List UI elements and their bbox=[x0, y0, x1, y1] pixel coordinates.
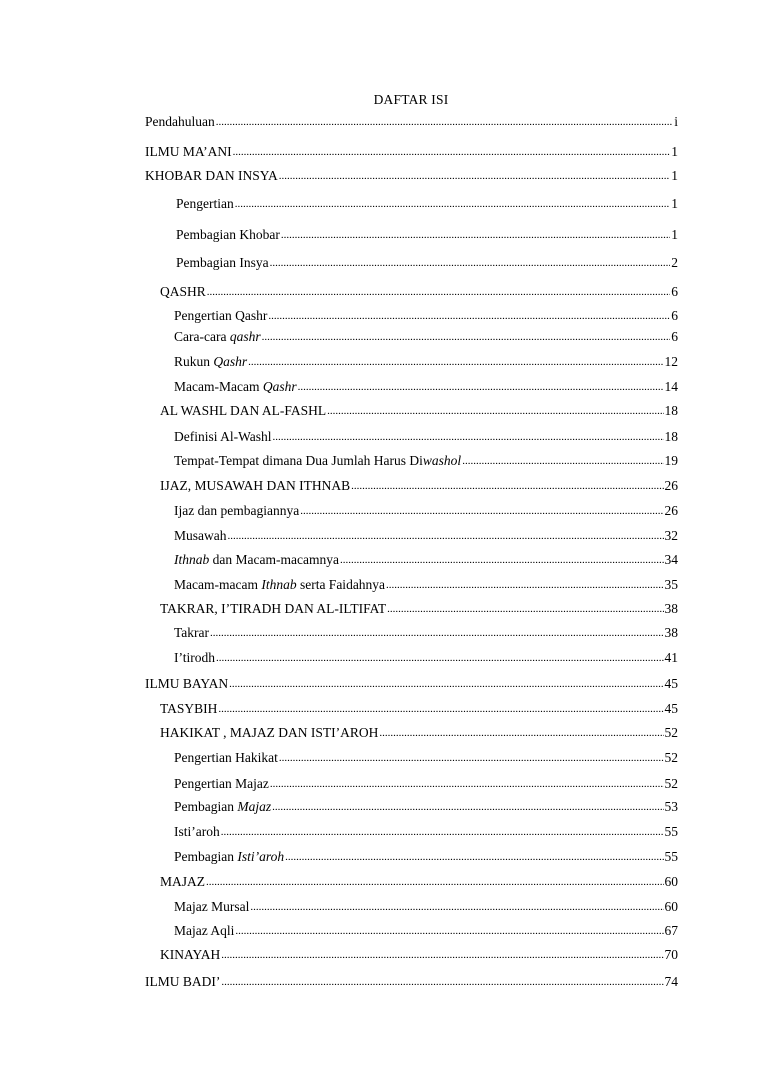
toc-entry-label-part: Pengertian bbox=[176, 196, 234, 211]
toc-entry-page: 2 bbox=[671, 255, 678, 270]
toc-entry-label bbox=[160, 600, 386, 618]
toc-entry-page: 60 bbox=[664, 899, 678, 914]
toc-entry-label bbox=[160, 873, 205, 891]
toc-entry-label bbox=[160, 283, 206, 301]
toc-dot-leader bbox=[281, 226, 670, 244]
toc-entry bbox=[176, 195, 678, 213]
toc-entry-label bbox=[174, 848, 284, 866]
toc-entry-page: 53 bbox=[664, 799, 678, 814]
toc-entry bbox=[174, 328, 678, 346]
toc-entry bbox=[160, 402, 678, 420]
toc-entry-label bbox=[174, 775, 269, 793]
toc-entry-label bbox=[174, 527, 227, 545]
toc-entry-page: i bbox=[674, 114, 678, 129]
toc-entry-label-part: Cara-cara bbox=[174, 329, 230, 344]
toc-entry bbox=[174, 502, 678, 520]
toc-dot-leader bbox=[216, 113, 673, 131]
toc-entry-page: 67 bbox=[664, 923, 678, 938]
toc-entry-page: 32 bbox=[664, 528, 678, 543]
toc-entry-page: 38 bbox=[664, 601, 678, 616]
toc-entry bbox=[176, 226, 678, 244]
toc-entry-label-part: Pembagian Insya bbox=[176, 255, 269, 270]
toc-entry bbox=[174, 798, 678, 816]
toc-entry-label-part: Pengertian Qashr bbox=[174, 308, 268, 323]
toc-dot-leader bbox=[279, 167, 670, 185]
toc-entry bbox=[145, 973, 678, 991]
toc-dot-leader bbox=[379, 724, 663, 742]
toc-entry-label-part: Qashr bbox=[213, 354, 248, 369]
toc-entry-page: 14 bbox=[664, 379, 678, 394]
toc-dot-leader bbox=[268, 307, 670, 325]
toc-entry-label bbox=[174, 823, 220, 841]
toc-entry bbox=[145, 675, 678, 693]
toc-entry-label bbox=[174, 749, 278, 767]
toc-entry-page: 1 bbox=[671, 144, 678, 159]
toc-entry-label bbox=[174, 353, 247, 371]
toc-entry-page: 1 bbox=[671, 196, 678, 211]
toc-entry-label bbox=[174, 428, 272, 446]
toc-entry-label bbox=[174, 452, 461, 470]
toc-dot-leader bbox=[351, 477, 663, 495]
toc-entry bbox=[174, 848, 678, 866]
toc-entry bbox=[174, 378, 678, 396]
toc-dot-leader bbox=[340, 551, 664, 569]
toc-entry bbox=[174, 624, 678, 642]
toc-entry-label bbox=[145, 113, 215, 131]
toc-entry-label-part: serta Faidahnya bbox=[296, 577, 386, 592]
toc-entry-label bbox=[145, 143, 232, 161]
toc-entry-page: 6 bbox=[671, 284, 678, 299]
toc-entry-page: 41 bbox=[664, 650, 678, 665]
toc-entry bbox=[145, 167, 678, 185]
toc-entry bbox=[174, 428, 678, 446]
toc-entry-label-part: TAKRAR, I’TIRADH DAN AL-ILTIFAT bbox=[160, 601, 387, 616]
toc-dot-leader bbox=[386, 576, 663, 594]
toc-dot-leader bbox=[387, 600, 663, 618]
toc-dot-leader bbox=[207, 283, 670, 301]
toc-entry bbox=[145, 143, 678, 161]
toc-entry-label bbox=[160, 402, 326, 420]
toc-entry bbox=[174, 775, 678, 793]
toc-entry-label-part: ILMU BAYAN bbox=[145, 676, 229, 691]
toc-entry-label-part: washol bbox=[422, 453, 462, 468]
toc-entry-label-part: Pembagian bbox=[174, 849, 238, 864]
toc-entry bbox=[174, 922, 678, 940]
toc-entry-label bbox=[174, 798, 271, 816]
toc-entry-label bbox=[160, 477, 350, 495]
toc-entry-page: 12 bbox=[664, 354, 678, 369]
toc-entry bbox=[174, 353, 678, 371]
toc-entry bbox=[174, 527, 678, 545]
toc-entry-label-part: TASYBIH bbox=[160, 701, 218, 716]
toc-dot-leader bbox=[210, 624, 663, 642]
toc-entry-page: 45 bbox=[664, 676, 678, 691]
toc-entry bbox=[160, 700, 678, 718]
toc-entry-label-part: Majaz bbox=[237, 799, 272, 814]
toc-dot-leader bbox=[228, 527, 664, 545]
toc-entry-label-part: KHOBAR DAN INSYA bbox=[145, 168, 278, 183]
toc-entry-label-part: Ithnab bbox=[174, 552, 210, 567]
toc-dot-leader bbox=[218, 700, 663, 718]
toc-entry-label-part: AL WASHL DAN AL-FASHL bbox=[160, 403, 327, 418]
toc-entry-label bbox=[160, 700, 217, 718]
toc-dot-leader bbox=[221, 823, 664, 841]
toc-entry bbox=[174, 749, 678, 767]
toc-entry-page: 52 bbox=[664, 776, 678, 791]
toc-entry-page: 19 bbox=[664, 453, 678, 468]
toc-entry-label-part: Qashr bbox=[262, 379, 297, 394]
toc-entry bbox=[160, 946, 678, 964]
toc-entry-label-part: Majaz Aqli bbox=[174, 923, 235, 938]
toc-entry-page: 18 bbox=[664, 403, 678, 418]
toc-entry-label-part: Pengertian Majaz bbox=[174, 776, 269, 791]
toc-entry bbox=[160, 283, 678, 301]
toc-entry-label-part: IJAZ, MUSAWAH DAN ITHNAB bbox=[160, 478, 351, 493]
toc-entry-page: 60 bbox=[664, 874, 678, 889]
toc-entry-label-part: Pengertian Hakikat bbox=[174, 750, 278, 765]
toc-entry bbox=[174, 576, 678, 594]
toc-entry-label bbox=[174, 328, 261, 346]
toc-dot-leader bbox=[206, 873, 663, 891]
toc-dot-leader bbox=[327, 402, 663, 420]
toc-entry-label-part: MAJAZ bbox=[160, 874, 206, 889]
toc-entry-label-part: Pembagian Khobar bbox=[176, 227, 280, 242]
toc-dot-leader bbox=[248, 353, 663, 371]
toc-entry-label bbox=[145, 167, 278, 185]
toc-entry bbox=[174, 823, 678, 841]
toc-title: DAFTAR ISI bbox=[373, 92, 449, 107]
toc-entry-label-part: ILMU BADI’ bbox=[145, 974, 221, 989]
toc-entry-page: 74 bbox=[664, 974, 678, 989]
toc-entry-label bbox=[160, 946, 220, 964]
toc-entry-page: 26 bbox=[664, 503, 678, 518]
toc-entry-page: 55 bbox=[664, 824, 678, 839]
toc-entry-label bbox=[174, 624, 209, 642]
toc-entry-label bbox=[174, 502, 299, 520]
toc-dot-leader bbox=[279, 749, 664, 767]
toc-entry-label bbox=[174, 576, 385, 594]
toc-dot-leader bbox=[300, 502, 663, 520]
toc-entry-page: 38 bbox=[664, 625, 678, 640]
toc-dot-leader bbox=[273, 428, 664, 446]
toc-entry-page: 52 bbox=[664, 750, 678, 765]
toc-entry-label bbox=[174, 649, 215, 667]
toc-entry-label-part: dan Macam-macamnya bbox=[209, 552, 339, 567]
toc-dot-leader bbox=[233, 143, 671, 161]
toc-entry-label bbox=[174, 378, 297, 396]
toc-entry-label bbox=[176, 254, 269, 272]
toc-dot-leader bbox=[262, 328, 671, 346]
toc-entry-page: 26 bbox=[664, 478, 678, 493]
toc-dot-leader bbox=[235, 195, 671, 213]
toc-entry bbox=[174, 452, 678, 470]
toc-dot-leader bbox=[250, 898, 663, 916]
toc-entry-label-part: Isti’aroh bbox=[174, 824, 220, 839]
toc-entry bbox=[145, 113, 678, 131]
toc-entry-label bbox=[174, 898, 249, 916]
toc-entry-label-part: HAKIKAT , MAJAZ DAN ISTI’AROH bbox=[160, 725, 379, 740]
toc-entry-page: 6 bbox=[671, 308, 678, 323]
toc-entry-page: 34 bbox=[664, 552, 678, 567]
toc-entry-label bbox=[174, 551, 339, 569]
toc-entry bbox=[174, 307, 678, 325]
toc-entry-page: 6 bbox=[671, 329, 678, 344]
toc-entry bbox=[160, 477, 678, 495]
toc-entry-page: 55 bbox=[664, 849, 678, 864]
toc-dot-leader bbox=[270, 254, 671, 272]
toc-entry-label bbox=[176, 226, 280, 244]
toc-entry-label-part: Ijaz dan pembagiannya bbox=[174, 503, 300, 518]
toc-entry-label bbox=[160, 724, 378, 742]
toc-dot-leader bbox=[216, 649, 664, 667]
toc-dot-leader bbox=[285, 848, 663, 866]
toc-entry bbox=[174, 649, 678, 667]
toc-entry-page: 35 bbox=[664, 577, 678, 592]
toc-entry-label-part: Pembagian bbox=[174, 799, 238, 814]
toc-entry-label-part: Ithnab bbox=[261, 577, 297, 592]
toc-dot-leader bbox=[298, 378, 664, 396]
toc-entry-label bbox=[174, 922, 234, 940]
toc-entry-label bbox=[176, 195, 234, 213]
toc-entry-label-part: Definisi Al-Washl bbox=[174, 429, 272, 444]
toc-entry-label-part: I’tirodh bbox=[174, 650, 215, 665]
toc-entry bbox=[174, 551, 678, 569]
toc-entry-label-part: Pendahuluan bbox=[145, 114, 215, 129]
toc-dot-leader bbox=[270, 775, 664, 793]
toc-entry-label-part: Rukun bbox=[174, 354, 214, 369]
toc-entry-page: 1 bbox=[671, 227, 678, 242]
toc-entry bbox=[160, 724, 678, 742]
toc-entry-label-part: Tempat-Tempat dimana Dua Jumlah Harus Di bbox=[174, 453, 423, 468]
toc-entry bbox=[160, 600, 678, 618]
toc-entry-label-part: QASHR bbox=[160, 284, 206, 299]
toc-entry-label bbox=[145, 973, 220, 991]
toc-dot-leader bbox=[462, 452, 663, 470]
toc-dot-leader bbox=[229, 675, 663, 693]
toc-entry-page: 18 bbox=[664, 429, 678, 444]
toc-entry-label-part: Majaz Mursal bbox=[174, 899, 250, 914]
toc-dot-leader bbox=[221, 973, 663, 991]
toc-entry-page: 52 bbox=[664, 725, 678, 740]
toc-entry-page: 45 bbox=[664, 701, 678, 716]
toc-dot-leader bbox=[235, 922, 663, 940]
toc-entry-page: 1 bbox=[671, 168, 678, 183]
toc-entry-label-part: Macam-Macam bbox=[174, 379, 263, 394]
toc-entry-label bbox=[174, 307, 267, 325]
toc-entry-label-part: Takrar bbox=[174, 625, 210, 640]
toc-entry-label-part: Isti’aroh bbox=[237, 849, 285, 864]
toc-entry-label-part: Musawah bbox=[174, 528, 227, 543]
toc-entry bbox=[176, 254, 678, 272]
toc-entry-label bbox=[145, 675, 228, 693]
toc-entry-label-part: Macam-macam bbox=[174, 577, 262, 592]
toc-dot-leader bbox=[221, 946, 663, 964]
toc-entry-label-part: KINAYAH bbox=[160, 947, 221, 962]
toc-entry bbox=[160, 873, 678, 891]
toc-dot-leader bbox=[272, 798, 663, 816]
toc-entry-label-part: ILMU MA’ANI bbox=[145, 144, 232, 159]
toc-entry-page: 70 bbox=[664, 947, 678, 962]
toc-entry bbox=[174, 898, 678, 916]
toc-entry-label-part: qashr bbox=[229, 329, 261, 344]
